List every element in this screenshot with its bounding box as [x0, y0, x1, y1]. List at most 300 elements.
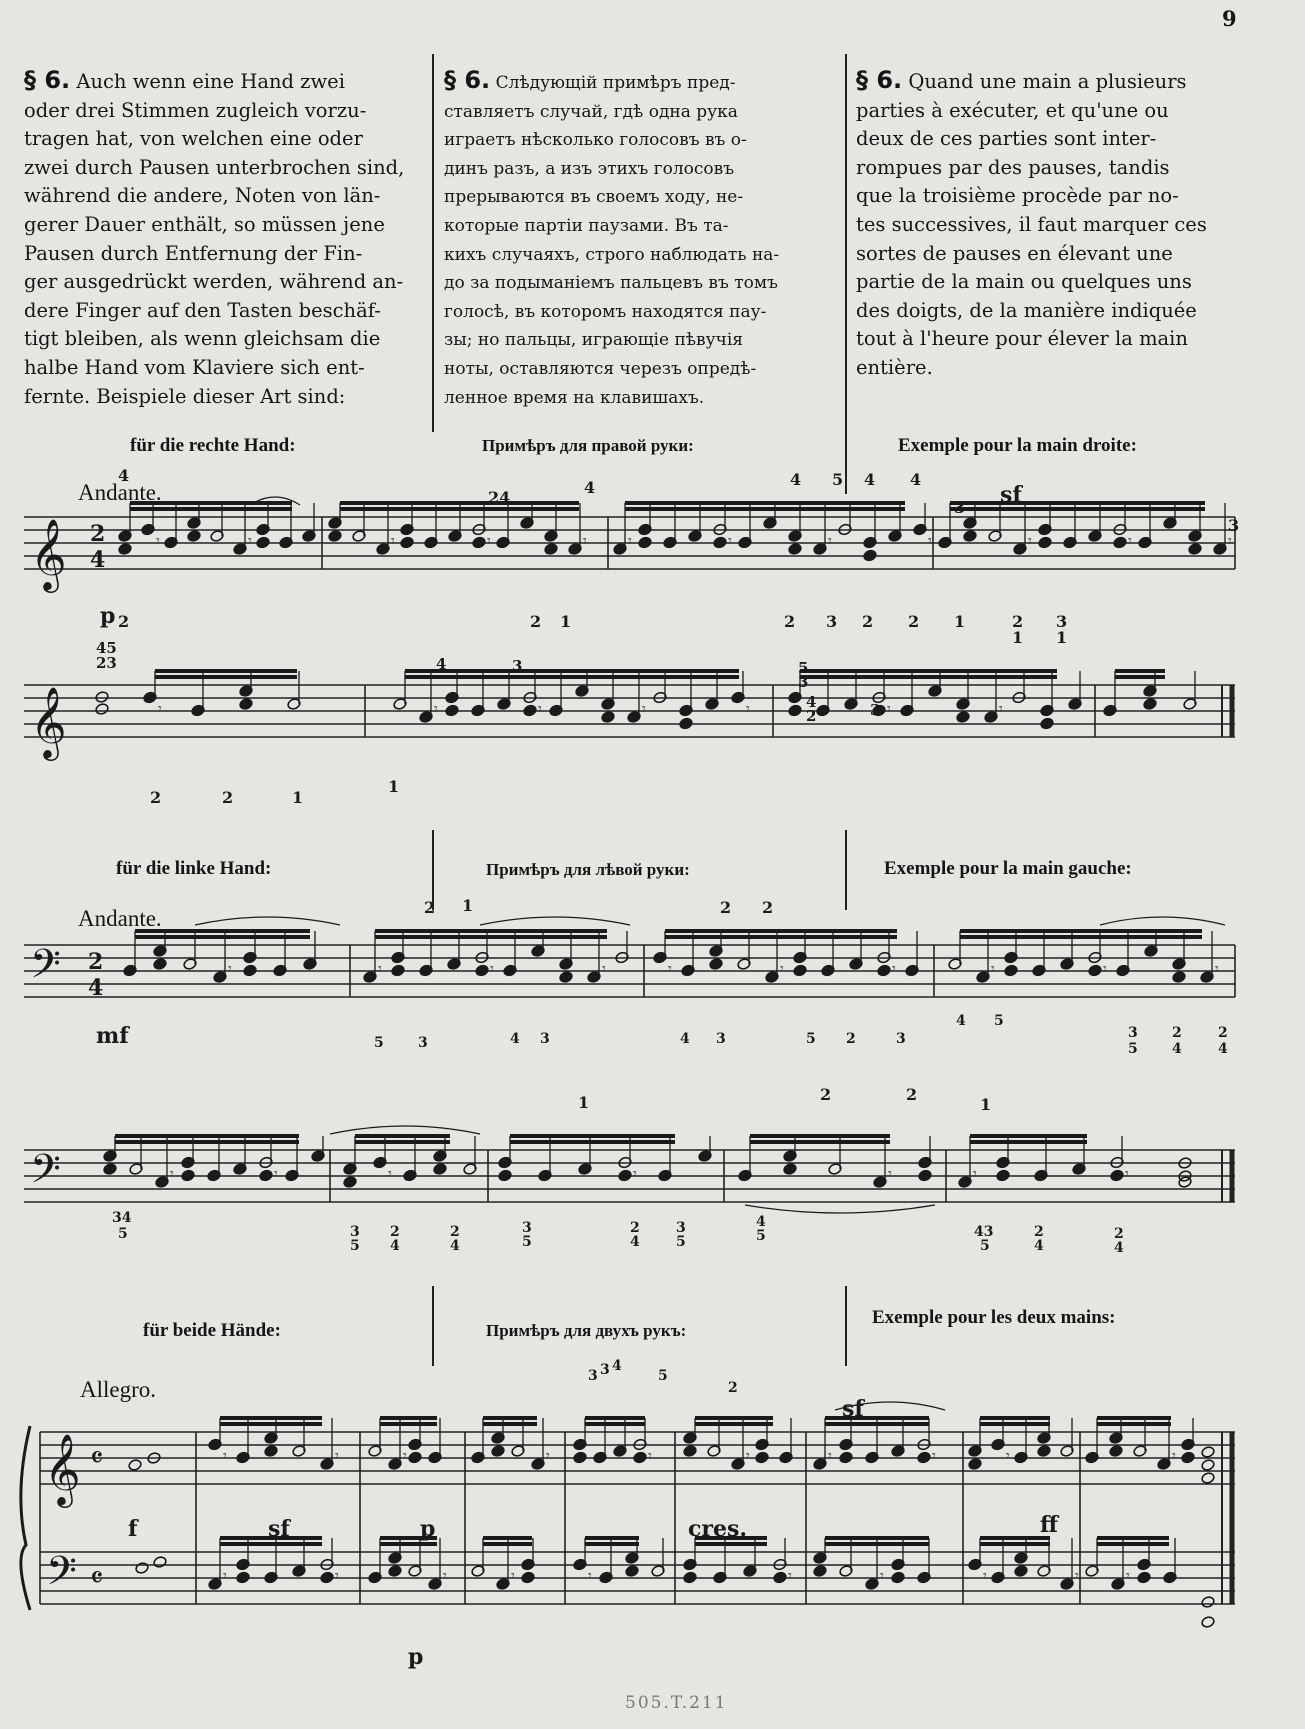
rest: 𝄾: [228, 961, 232, 977]
fingering: 3: [418, 1035, 428, 1051]
text-fr-4: que la troisième procède par no-: [856, 184, 1179, 208]
fingering: 3: [600, 1362, 610, 1378]
rest: 𝄾: [1103, 961, 1107, 977]
rest: 𝄾: [880, 1568, 884, 1584]
fingering: 2: [908, 612, 920, 631]
rest: 𝄾: [335, 1448, 339, 1464]
text-de-5: gerer Dauer enthält, so müssen jene: [24, 212, 385, 236]
fingering: 4: [806, 693, 817, 711]
notehead: [783, 1163, 797, 1176]
text-ru-5: которые партіи паузами. Въ та-: [444, 215, 729, 236]
notehead: [521, 1571, 535, 1584]
fingering: 2: [530, 612, 542, 631]
rest: 𝄾: [888, 1166, 892, 1182]
rest: 𝄾: [1172, 1448, 1176, 1464]
fingering: 5: [374, 1035, 384, 1051]
notehead: [1201, 1459, 1215, 1472]
notehead: [559, 971, 573, 984]
text-de-8: dere Finger auf den Tasten beschäf-: [24, 298, 381, 322]
fingering: 5: [980, 1238, 990, 1254]
text-fr-8: des doigts, de la manière indiquée: [856, 298, 1197, 322]
notehead: [638, 536, 652, 549]
text-ru-2: играетъ нѣсколько голосовъ въ о-: [444, 130, 747, 151]
rest: 𝄾: [633, 1166, 637, 1182]
common-time: 𝄴: [90, 1561, 104, 1596]
text-fr-5: tes successives, il faut marquer ces: [856, 212, 1207, 236]
rest: 𝄾: [223, 1448, 227, 1464]
treble-clef: 𝄞: [44, 1432, 81, 1505]
rest: 𝄾: [546, 1448, 550, 1464]
fingering: 5: [658, 1368, 668, 1384]
dynamic: p: [420, 1516, 436, 1542]
rest: 𝄾: [1128, 533, 1132, 549]
notehead: [918, 1169, 932, 1182]
rest: 𝄾: [378, 961, 382, 977]
rest: 𝄾: [928, 533, 932, 549]
notehead: [877, 964, 891, 977]
fingering: 4: [510, 1031, 520, 1047]
rest: 𝄾: [158, 701, 162, 717]
dynamic: ff: [1040, 1512, 1059, 1538]
fingering: 1: [954, 612, 966, 631]
notehead: [956, 711, 970, 724]
dynamic: sf: [268, 1516, 290, 1542]
rest: 𝄾: [1215, 961, 1219, 977]
fingering: 4: [612, 1358, 622, 1374]
rest: 𝄾: [223, 1568, 227, 1584]
ex3-label-fr: Exemple pour les deux mains:: [872, 1307, 1116, 1328]
rest: 𝄾: [628, 533, 632, 549]
notehead: [1037, 1445, 1051, 1458]
dynamic: sf: [842, 1396, 864, 1422]
notehead: [1181, 1451, 1195, 1464]
dyn-p: p: [100, 603, 116, 629]
notehead: [445, 704, 459, 717]
fingering: 23: [96, 654, 117, 672]
rest: 𝄾: [746, 701, 750, 717]
time-top: 2: [88, 949, 104, 975]
fingering: 34: [112, 1210, 132, 1226]
rest: 𝄾: [746, 1448, 750, 1464]
bass-clef: 𝄢: [46, 1548, 77, 1604]
fingering: 2: [720, 898, 732, 917]
notehead: [863, 549, 877, 562]
notehead: [813, 1565, 827, 1578]
fingering: 3: [870, 701, 881, 719]
fingering: 4: [756, 1214, 766, 1230]
dynamic: p: [408, 1644, 424, 1670]
notehead: [713, 536, 727, 549]
rest: 𝄾: [434, 701, 438, 717]
text-ru-6: кихъ случаяхъ, строго наблюдать на-: [444, 244, 780, 265]
notehead: [891, 1571, 905, 1584]
rest: 𝄾: [648, 1448, 652, 1464]
fingering: 4: [1034, 1238, 1044, 1254]
notehead: [259, 1169, 273, 1182]
notehead: [1172, 971, 1186, 984]
fingering: 5: [676, 1234, 686, 1250]
slur: [480, 917, 630, 925]
notehead: [475, 964, 489, 977]
notehead: [320, 1571, 334, 1584]
rest: 𝄾: [828, 533, 832, 549]
notehead: [968, 1458, 982, 1471]
notehead: [1143, 698, 1157, 711]
notehead: [264, 1445, 278, 1458]
fingering: 4: [584, 478, 596, 497]
notehead: [573, 1451, 587, 1464]
rest: 𝄾: [991, 961, 995, 977]
rest: 𝄾: [728, 533, 732, 549]
fingering: 1: [1012, 628, 1024, 647]
notehead: [618, 1169, 632, 1182]
notehead: [755, 1451, 769, 1464]
dynamic: cres.: [688, 1516, 748, 1542]
fingering: 3: [826, 612, 838, 631]
text-ru-0: Слѣдующій примѣръ пред-: [495, 73, 736, 93]
rest: 𝄾: [538, 701, 542, 717]
common-time: 𝄴: [90, 1441, 104, 1476]
fingering: 1: [292, 788, 304, 807]
ex3-label-ru: Примѣръ для двухъ рукъ:: [486, 1321, 687, 1340]
text-fr-1: parties à exécuter, et qu'une ou: [856, 98, 1169, 122]
text-de-2: tragen hat, von welchen eine oder: [24, 127, 363, 151]
rest: 𝄾: [490, 961, 494, 977]
rest: 𝄾: [248, 533, 252, 549]
slur: [330, 1126, 480, 1134]
slur: [745, 1205, 935, 1213]
text-fr-0: Quand une main a plusieurs: [908, 70, 1187, 93]
rest: 𝄾: [668, 961, 672, 977]
notehead: [917, 1451, 931, 1464]
rest: 𝄾: [788, 1568, 792, 1584]
text-de-11: fernte. Beispiele dieser Art sind:: [24, 384, 346, 408]
fingering: 2: [1172, 1025, 1182, 1041]
section-mark-fr: § 6.: [856, 66, 903, 94]
notehead: [181, 1169, 195, 1182]
notehead: [523, 704, 537, 717]
rest: 𝄾: [1006, 1448, 1010, 1464]
notehead: [328, 530, 342, 543]
fingering: 4: [390, 1238, 400, 1254]
text-ru-4: прерываются въ своемъ ходу, не-: [444, 187, 744, 208]
text-fr-10: entière.: [856, 355, 933, 379]
notehead: [1014, 1565, 1028, 1578]
rest: 𝄾: [391, 533, 395, 549]
notehead: [1038, 536, 1052, 549]
fingering: 2: [784, 612, 796, 631]
rest: 𝄾: [511, 1568, 515, 1584]
fingering: 2: [222, 788, 234, 807]
rest: 𝄾: [892, 961, 896, 977]
fingering: 3: [954, 498, 966, 517]
notehead: [1004, 964, 1018, 977]
notehead: [498, 1169, 512, 1182]
treble-clef: 𝄞: [30, 685, 67, 758]
fingering: 3: [896, 1031, 906, 1047]
text-de-0: Auch wenn eine Hand zwei: [76, 70, 345, 93]
text-ru-3: динъ разъ, а изъ этихъ голосовъ: [444, 158, 735, 179]
notehead: [236, 1571, 250, 1584]
notehead: [153, 958, 167, 971]
notehead: [95, 691, 109, 704]
rest: 𝄾: [999, 701, 1003, 717]
ex3-tempo: Allegro.: [80, 1377, 157, 1402]
notehead: [788, 543, 802, 556]
time-top: 2: [90, 521, 106, 547]
fingering: 5: [350, 1238, 360, 1254]
rest: 𝄾: [170, 1166, 174, 1182]
plate-number: 505.T.211: [625, 1693, 728, 1713]
fingering: 2: [1218, 1025, 1228, 1041]
fingering: 3: [588, 1368, 598, 1384]
fingering: 5: [756, 1228, 766, 1244]
rest: 𝄾: [1228, 533, 1232, 549]
slur: [1100, 917, 1225, 925]
fingering: 2: [1012, 612, 1024, 631]
rest: 𝄾: [1126, 1568, 1130, 1584]
slur: [195, 917, 340, 925]
notehead: [793, 964, 807, 977]
fingering: 4: [630, 1234, 640, 1250]
fingering: 2: [806, 707, 817, 725]
fingering: 1: [388, 777, 400, 796]
notehead: [788, 704, 802, 717]
rest: 𝄾: [780, 961, 784, 977]
fingering: 3: [522, 1220, 532, 1236]
text-fr-9: tout à l'heure pour élever la main: [856, 327, 1188, 351]
notehead: [153, 1556, 167, 1569]
rest: 𝄾: [973, 1166, 977, 1182]
notehead: [1201, 1446, 1215, 1459]
fingering: 1: [1056, 628, 1068, 647]
text-fr-2: deux de ces parties sont inter-: [856, 127, 1157, 151]
text-de-10: halbe Hand vom Klaviere sich ent-: [24, 355, 365, 379]
notehead: [1110, 1169, 1124, 1182]
fingering: 4: [450, 1238, 460, 1254]
fingering: 5: [806, 1031, 816, 1047]
notehead: [256, 536, 270, 549]
text-ru-11: ленное время на клавишахъ.: [444, 387, 705, 408]
rest: 𝄾: [932, 1448, 936, 1464]
fingering: 3: [350, 1224, 360, 1240]
fingering: 2: [728, 1380, 738, 1396]
rest: 𝄾: [1125, 1166, 1129, 1182]
fingering: 3: [1056, 612, 1068, 631]
notehead: [773, 1571, 787, 1584]
fingering: 3: [1228, 516, 1240, 535]
notehead: [118, 543, 132, 556]
fingering: 4: [1114, 1240, 1124, 1256]
ex2-label-de: für die linke Hand:: [116, 858, 272, 879]
rest: 𝄾: [403, 1448, 407, 1464]
fingering: 24: [488, 488, 511, 507]
fingering: 4: [680, 1031, 690, 1047]
fingering: 3: [540, 1031, 550, 1047]
text-de-3: zwei durch Pausen unterbrochen sind,: [24, 155, 405, 179]
notehead: [135, 1562, 149, 1575]
time-bottom: 4: [88, 975, 104, 1001]
fingering: 2: [862, 612, 874, 631]
fingering: 5: [522, 1234, 532, 1250]
rest: 𝄾: [274, 1166, 278, 1182]
notehead: [679, 717, 693, 730]
text-de-1: oder drei Stimmen zugleich vorzu-: [24, 98, 367, 122]
text-ru-1: ставляетъ случай, гдѣ одна рука: [444, 101, 738, 122]
fingering: 1: [578, 1093, 590, 1112]
ex1-tempo: Andante.: [78, 480, 162, 505]
fingering: 2: [118, 612, 130, 631]
notehead: [408, 1451, 422, 1464]
text-de-6: Pausen durch Entfernung der Fin-: [24, 241, 363, 265]
fingering: 4: [436, 655, 447, 673]
rest: 𝄾: [642, 701, 646, 717]
notehead: [1201, 1596, 1215, 1609]
fingering: 4: [910, 470, 922, 489]
notehead: [625, 1565, 639, 1578]
bass-clef: 𝄢: [30, 941, 61, 997]
rest: 𝄾: [443, 1568, 447, 1584]
text-ru-7: до за подыманіемъ пальцевъ въ томъ: [444, 273, 778, 294]
fingering: 2: [424, 898, 436, 917]
notehead: [996, 1169, 1010, 1182]
fingering: 5: [832, 470, 844, 489]
fingering: 2: [762, 898, 774, 917]
text-ru-8: голосѣ, въ которомъ находятся пау-: [444, 301, 767, 322]
rest: 𝄾: [828, 1448, 832, 1464]
fingering: 3: [1128, 1025, 1138, 1041]
notehead: [243, 964, 257, 977]
rest: 𝄾: [1028, 533, 1032, 549]
fingering: 5: [1128, 1041, 1138, 1057]
treble-clef: 𝄞: [30, 517, 67, 590]
notehead: [1201, 1616, 1215, 1629]
page-number: 9: [1222, 6, 1237, 31]
ex3-label-de: für beide Hände:: [143, 1320, 281, 1341]
notehead: [388, 1565, 402, 1578]
fingering: 1: [462, 896, 474, 915]
notehead: [187, 530, 201, 543]
text-ru-10: ноты, оставляются черезъ опредѣ-: [444, 358, 757, 379]
fingering: 2: [150, 788, 162, 807]
notehead: [1113, 536, 1127, 549]
dynamic: f: [128, 1516, 138, 1542]
rest: 𝄾: [335, 1568, 339, 1584]
rest: 𝄾: [487, 533, 491, 549]
notehead: [128, 1459, 142, 1472]
rest: 𝄾: [388, 1166, 392, 1182]
fingering: 2: [846, 1031, 856, 1047]
notehead: [683, 1445, 697, 1458]
notehead: [491, 1445, 505, 1458]
fingering: 3: [512, 657, 523, 675]
fingering: 4: [864, 470, 876, 489]
notehead: [601, 711, 615, 724]
ex2-label-ru: Примѣръ для лѣвой руки:: [486, 860, 690, 879]
notehead: [1040, 717, 1054, 730]
fingering: 3: [798, 673, 809, 691]
fingering: 3: [716, 1031, 726, 1047]
dyn-sf: sf: [1000, 482, 1022, 508]
ex2-label-fr: Exemple pour la main gauche:: [884, 858, 1132, 879]
ex1-label-fr: Exemple pour la main droite:: [898, 435, 1137, 456]
fingering: 1: [980, 1095, 992, 1114]
fingering: 2: [906, 1085, 918, 1104]
text-de-7: ger ausgedrückt werden, während an-: [24, 270, 404, 294]
fingering: 5: [994, 1013, 1004, 1029]
rest: 𝄾: [588, 1568, 592, 1584]
rest: 𝄾: [583, 533, 587, 549]
notehead: [239, 698, 253, 711]
fingering: 4: [1172, 1041, 1182, 1057]
fingering: 4: [1218, 1041, 1228, 1057]
ex2-tempo: Andante.: [78, 906, 162, 931]
notehead: [103, 1163, 117, 1176]
notehead: [633, 1451, 647, 1464]
bass-clef: 𝄢: [30, 1146, 61, 1202]
fingering: 4: [956, 1013, 966, 1029]
section-mark-de: § 6.: [24, 66, 71, 94]
notehead: [1188, 543, 1202, 556]
dyn-mf: mf: [96, 1023, 129, 1049]
rest: 𝄾: [1075, 1568, 1079, 1584]
text-de-9: tigt bleiben, als wenn gleichsam die: [24, 327, 381, 351]
fingering: 2: [450, 1224, 460, 1240]
fingering: 45: [96, 639, 117, 657]
fingering: 2: [1114, 1226, 1124, 1242]
fingering: 2: [820, 1085, 832, 1104]
text-fr-7: partie de la main ou quelques uns: [856, 270, 1192, 294]
fingering: 5: [118, 1226, 128, 1242]
brace: [21, 1426, 30, 1610]
notehead: [1137, 1571, 1151, 1584]
rest: 𝄾: [156, 533, 160, 549]
notehead: [1201, 1472, 1215, 1485]
text-fr-3: rompues par des pauses, tandis: [856, 155, 1170, 179]
notehead: [709, 958, 723, 971]
fingering: 2: [1034, 1224, 1044, 1240]
time-bottom: 4: [90, 547, 106, 573]
notehead: [95, 703, 109, 716]
notehead: [391, 964, 405, 977]
rest: 𝄾: [602, 961, 606, 977]
text-de-4: während die andere, Noten von län-: [24, 184, 381, 208]
ex1-label-ru: Примѣръ для правой руки:: [482, 436, 694, 455]
fingering: 5: [798, 659, 809, 677]
rest: 𝄾: [887, 701, 891, 717]
notehead: [544, 543, 558, 556]
text-ru-9: зы; но пальцы, играющіе пѣвучія: [444, 330, 744, 351]
fingering: 4: [790, 470, 802, 489]
notehead: [1109, 1445, 1123, 1458]
fingering: 2: [630, 1220, 640, 1236]
fingering: 43: [974, 1224, 994, 1240]
notehead: [400, 536, 414, 549]
fingering: 1: [560, 612, 572, 631]
notehead: [963, 530, 977, 543]
fingering: 3: [676, 1220, 686, 1236]
section-mark-ru: § 6.: [444, 66, 491, 94]
notehead: [433, 1163, 447, 1176]
notehead: [343, 1176, 357, 1189]
rest: 𝄾: [983, 1568, 987, 1584]
text-fr-6: sortes de pauses en élevant une: [856, 241, 1173, 265]
notehead: [1088, 964, 1102, 977]
notehead: [839, 1451, 853, 1464]
fingering: 2: [390, 1224, 400, 1240]
ex1-label-de: für die rechte Hand:: [130, 435, 296, 456]
notehead: [683, 1571, 697, 1584]
